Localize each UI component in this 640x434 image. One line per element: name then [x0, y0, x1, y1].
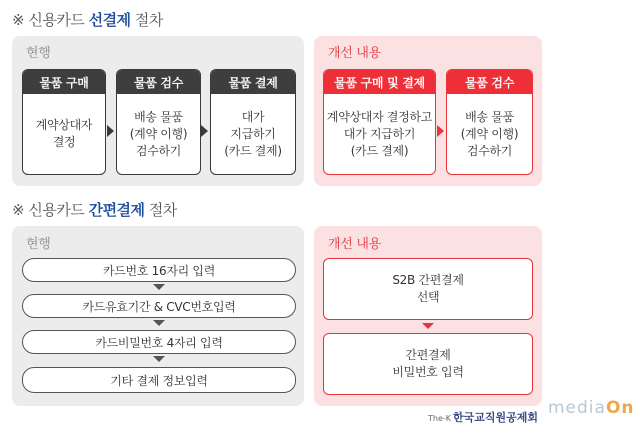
watermark-part: a: [594, 398, 606, 418]
section1-title: [12, 9, 163, 30]
arrow-right-icon: [201, 125, 208, 137]
step-card-password: 카드비밀번호 4자리 입력: [22, 330, 296, 354]
card-header: 물품 구매 및 결제: [324, 70, 435, 94]
section2-title: [12, 199, 177, 220]
section1-current-label: 현행: [26, 46, 51, 61]
section2-improved-label: 개선 내용: [328, 237, 381, 252]
watermark-part: On: [605, 398, 635, 418]
card-current-purchase: [22, 69, 106, 175]
watermark-part: medi: [548, 398, 595, 418]
logo-prefix: The-K: [428, 414, 452, 423]
organization-logo: [428, 409, 538, 425]
card-header: 물품 결제: [211, 70, 295, 94]
section2-title-prefix: ※ 신용카드: [12, 201, 89, 219]
section1-title-highlight: 선결제: [88, 11, 131, 29]
card-header: 물품 검수: [447, 70, 532, 94]
card-body: 대가 지급하기 (카드 결제): [224, 109, 282, 158]
section2-title-highlight: 간편결제: [88, 201, 145, 219]
section1-title-prefix: ※ 신용카드: [12, 11, 89, 29]
card-improved-inspection: [446, 69, 533, 175]
arrow-right-icon: [107, 125, 114, 137]
card-body: 배송 물품 (계약 이행) 검수하기: [460, 109, 519, 158]
chevron-down-icon: [422, 323, 434, 329]
logo-text: 한국교직원공제회: [453, 411, 539, 424]
card-body: 계약상대자 결정하고 대가 지급하기 (카드 결제): [326, 109, 433, 158]
card-header: 물품 검수: [117, 70, 200, 94]
section2-current-label: 현행: [26, 237, 51, 252]
section1-title-suffix: 절차: [130, 11, 163, 29]
step-simple-pay-password: 간편결제 비밀번호 입력: [323, 333, 533, 395]
section1-improved-label: 개선 내용: [328, 46, 381, 61]
card-current-payment: [210, 69, 296, 175]
card-improved-purchase-payment: [323, 69, 436, 175]
card-header: 물품 구매: [23, 70, 105, 94]
step-expiry-cvc: 카드유효기간 & CVC번호입력: [22, 294, 296, 318]
card-body: 배송 물품 (계약 이행) 검수하기: [129, 109, 188, 158]
arrow-right-icon: [437, 125, 444, 137]
card-body: 계약상대자 결정: [35, 118, 93, 149]
card-current-inspection: [116, 69, 201, 175]
step-card-number: 카드번호 16자리 입력: [22, 258, 296, 282]
section2-title-suffix: 절차: [144, 201, 177, 219]
chevron-down-icon: [153, 356, 165, 362]
step-other-info: 기타 결제 정보입력: [22, 367, 296, 393]
chevron-down-icon: [153, 284, 165, 290]
chevron-down-icon: [153, 320, 165, 326]
step-s2b-simple-pay: S2B 간편결제 선택: [323, 258, 533, 320]
watermark: [548, 398, 635, 418]
